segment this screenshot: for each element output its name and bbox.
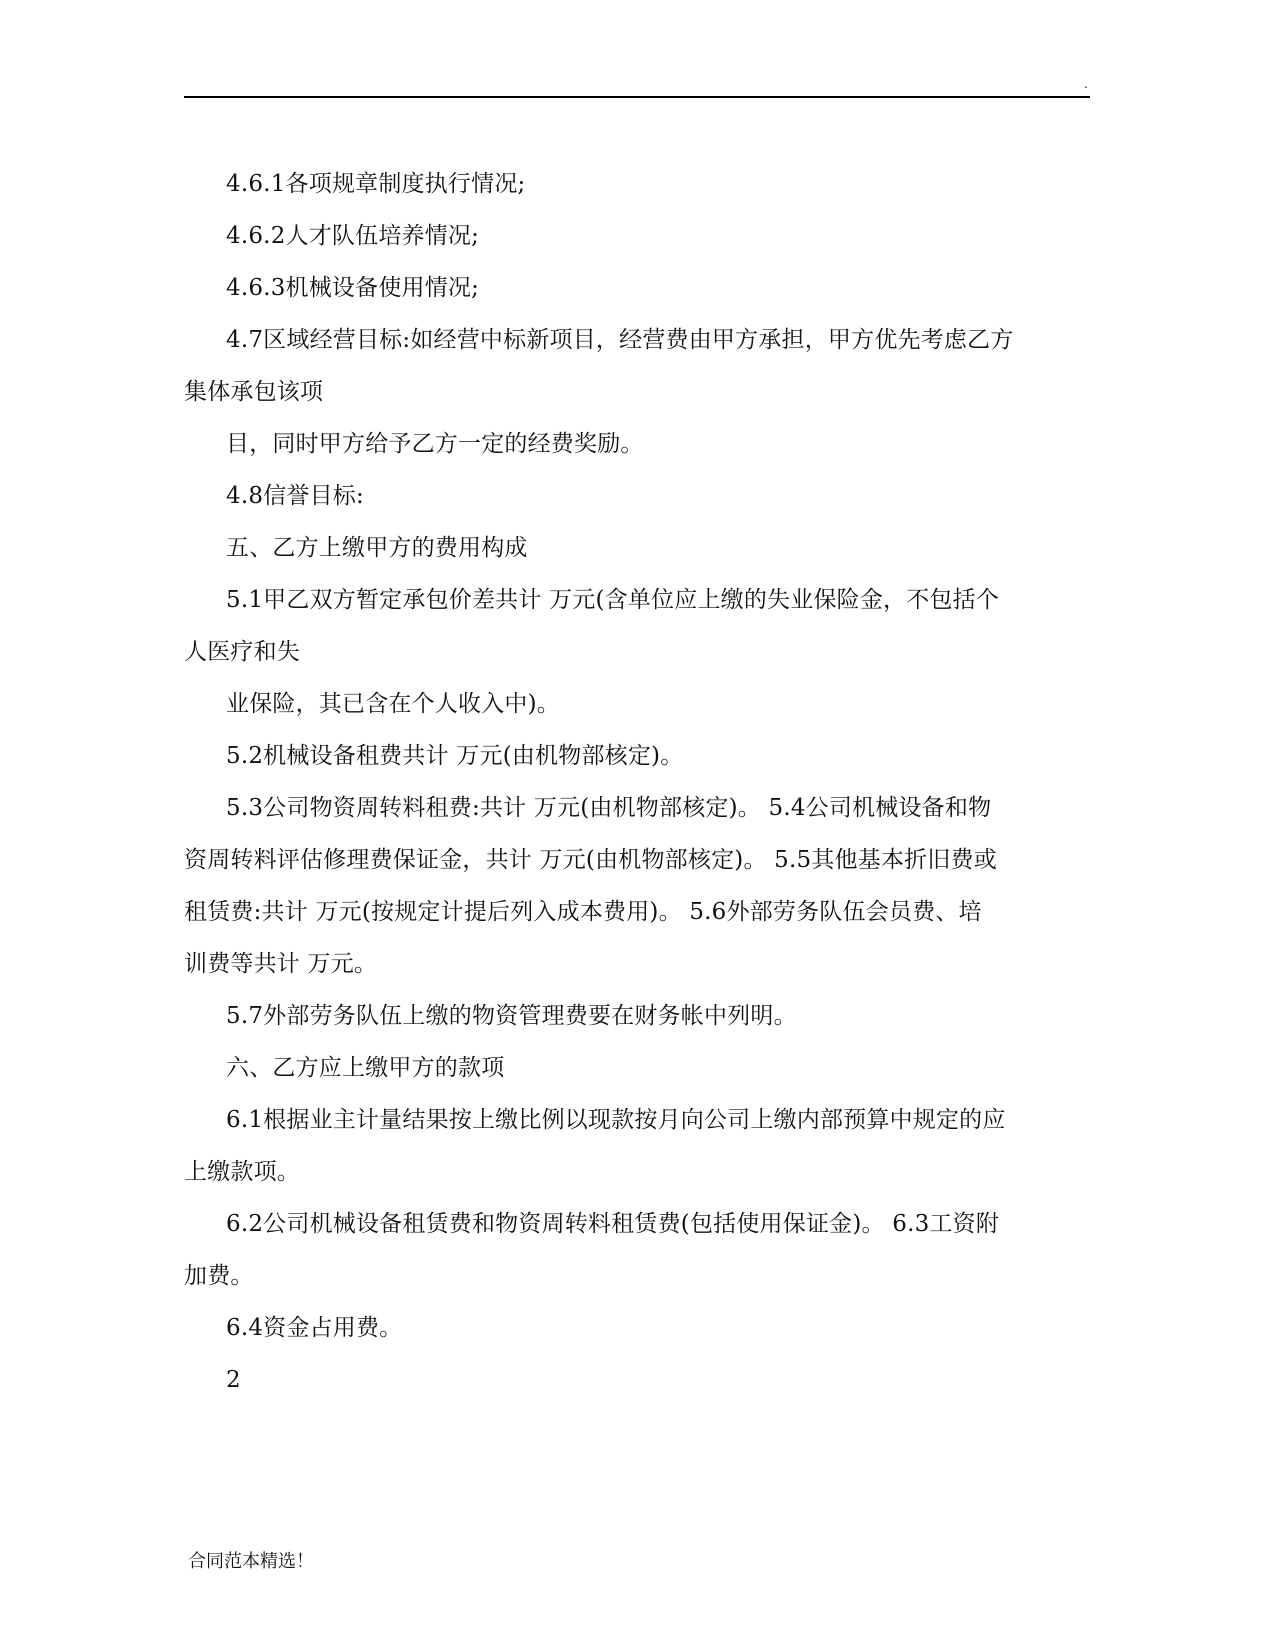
clause-5-1-cont-2: 业保险，其已含在个人收入中)。 — [226, 691, 560, 717]
header-mark: . — [1084, 77, 1088, 91]
clause-6-3-cont: 加费。 — [184, 1263, 254, 1289]
clause-4-6-1: 4.6.1各项规章制度执行情况; — [226, 171, 526, 197]
clause-4-6-2: 4.6.2人才队伍培养情况; — [226, 223, 480, 249]
section-6-heading: 六、乙方应上缴甲方的款项 — [226, 1055, 505, 1081]
clause-5-2: 5.2机械设备租费共计 万元(由机物部核定)。 — [226, 743, 684, 769]
clause-6-2: 6.2公司机械设备租赁费和物资周转料租赁费(包括使用保证金)。 6.3工资附 — [226, 1211, 1000, 1237]
clause-5-4-cont: 资周转料评估修理费保证金，共计 万元(由机物部核定)。 5.5其他基本折旧费或 — [184, 847, 997, 873]
clause-4-7-cont: 集体承包该项 — [184, 379, 324, 405]
clause-5-1: 5.1甲乙双方暂定承包价差共计 万元(含单位应上缴的失业保险金，不包括个 — [226, 587, 1000, 613]
clause-4-7: 4.7区域经营目标:如经营中标新项目，经营费由甲方承担，甲方优先考虑乙方 — [226, 327, 1014, 353]
header-rule — [184, 96, 1090, 98]
clause-6-4: 6.4资金占用费。 — [226, 1315, 403, 1341]
clause-5-3: 5.3公司物资周转料租费:共计 万元(由机物部核定)。 5.4公司机械设备和物 — [226, 795, 992, 821]
clause-6-1: 6.1根据业主计量结果按上缴比例以现款按月向公司上缴内部预算中规定的应 — [226, 1107, 1006, 1133]
clause-5-7: 5.7外部劳务队伍上缴的物资管理费要在财务帐中列明。 — [226, 1003, 797, 1029]
footer-note: 合同范本精选！ — [188, 1551, 314, 1572]
clause-6-1-cont: 上缴款项。 — [184, 1159, 300, 1185]
clause-5-1-cont: 人医疗和失 — [184, 639, 300, 665]
section-5-heading: 五、乙方上缴甲方的费用构成 — [226, 535, 528, 561]
clause-4-8: 4.8信誉目标: — [226, 483, 364, 509]
clause-5-6-cont: 训费等共计 万元。 — [184, 951, 378, 977]
clause-4-7-cont-2: 目，同时甲方给予乙方一定的经费奖励。 — [226, 431, 644, 457]
clause-4-6-3: 4.6.3机械设备使用情况; — [226, 275, 480, 301]
clause-5-5-cont: 租赁费:共计 万元(按规定计提后列入成本费用)。 5.6外部劳务队伍会员费、培 — [184, 899, 982, 925]
page-number: 2 — [226, 1367, 241, 1393]
